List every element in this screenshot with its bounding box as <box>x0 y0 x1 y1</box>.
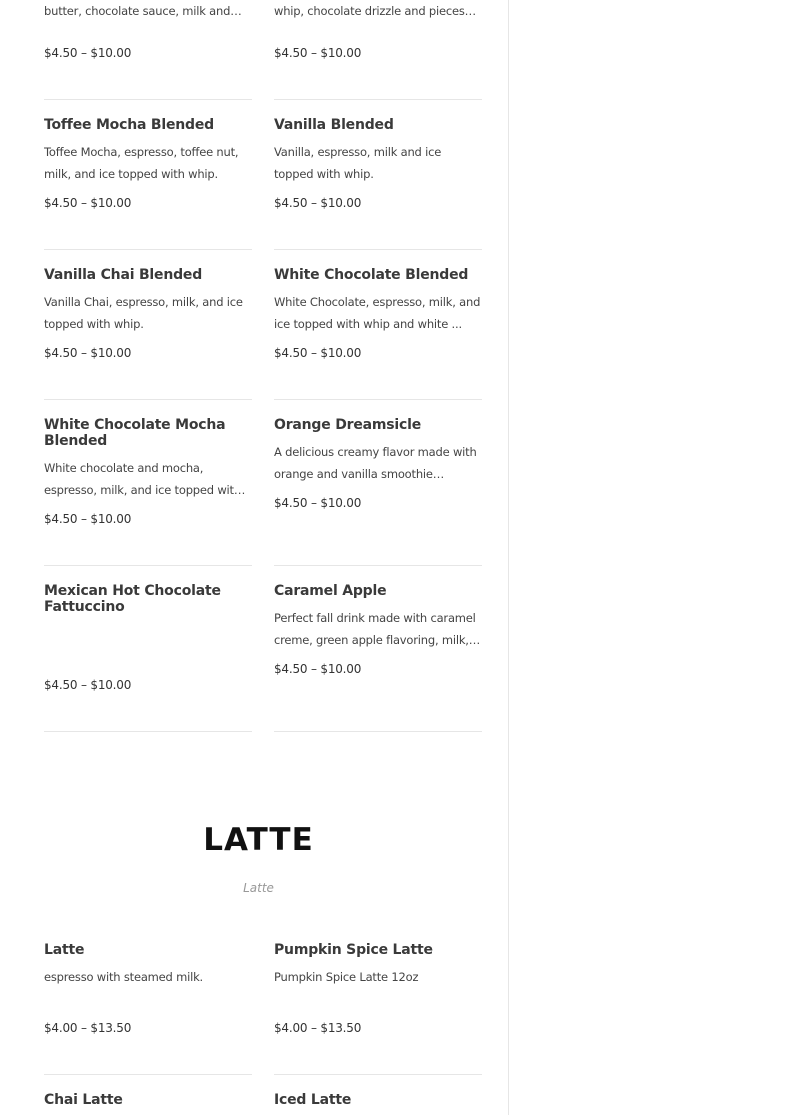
item-description: espresso with steamed milk. <box>44 970 204 984</box>
item-name[interactable]: Iced Latte <box>274 1092 352 1108</box>
item-description: Pumpkin Spice Latte 12oz <box>274 970 419 984</box>
menu-item-chai-latte[interactable] <box>44 1092 252 1108</box>
item-description: White Chocolate, espresso, milk, and ice topped with whip and white ... <box>274 295 481 331</box>
menu-item-orange-dreamsicle[interactable] <box>274 417 482 485</box>
menu-item-pumpkin-spice-latte[interactable] <box>274 942 482 1010</box>
item-separator <box>274 249 482 250</box>
menu-item-toffee-mocha-blended[interactable] <box>44 117 252 185</box>
menu-item-thin-mint[interactable] <box>274 0 482 22</box>
item-separator <box>274 565 482 566</box>
item-name[interactable]: Latte <box>44 942 85 958</box>
item-name[interactable]: Toffee Mocha Blended <box>44 117 214 133</box>
item-price: $4.50 – $10.00 <box>274 346 362 360</box>
item-separator <box>44 249 252 250</box>
item-description: Vanilla Chai, espresso, milk, and ice topped with whip. <box>44 295 243 331</box>
item-description: A delicious creamy flavor made with orange and vanilla smoothie <box>274 445 477 481</box>
item-price: $4.50 – $10.00 <box>274 662 362 676</box>
item-name[interactable]: White Chocolate Mocha Blended <box>44 417 226 449</box>
item-separator <box>44 399 252 400</box>
item-description: Perfect fall drink made with caramel creme, green apple flavoring, milk, <box>274 611 476 647</box>
item-separator <box>274 99 482 100</box>
item-separator <box>274 731 482 732</box>
menu-item-vanilla-chai-blended[interactable] <box>44 267 252 335</box>
item-description: White chocolate and mocha, espresso, milk, and ice topped with <box>44 461 241 497</box>
menu-item-white-chocolate-blended[interactable] <box>274 267 482 335</box>
item-description: Toffee Mocha, espresso, toffee nut, milk, and ice topped with whip. <box>44 145 239 181</box>
item-price: $4.50 – $10.00 <box>44 46 132 60</box>
item-price: $4.50 – $10.00 <box>44 196 132 210</box>
item-name[interactable]: Caramel Apple <box>274 583 387 599</box>
menu-item-latte[interactable] <box>44 942 252 1010</box>
item-separator <box>274 399 482 400</box>
menu-item-white-chocolate-mocha-blended[interactable] <box>44 417 252 501</box>
item-price: $4.50 – $10.00 <box>44 346 132 360</box>
item-separator <box>44 99 252 100</box>
menu-item-iced-latte[interactable] <box>274 1092 482 1108</box>
menu-item-mexican-hot-chocolate-fattuccino[interactable] <box>44 583 252 615</box>
item-name[interactable]: Orange Dreamsicle <box>274 417 421 433</box>
item-price: $4.50 – $10.00 <box>274 46 362 60</box>
section-subtitle: Latte <box>243 881 274 895</box>
menu-item-caramel-apple[interactable] <box>274 583 482 651</box>
item-name[interactable]: Pumpkin Spice Latte <box>274 942 433 958</box>
item-price: $4.50 – $10.00 <box>274 496 362 510</box>
item-description: whip, chocolate drizzle and pieces <box>274 4 465 18</box>
item-separator <box>44 1074 252 1075</box>
item-price: $4.00 – $13.50 <box>274 1021 362 1035</box>
item-separator <box>44 731 252 732</box>
item-name[interactable]: White Chocolate Blended <box>274 267 469 283</box>
menu-item-vanilla-blended[interactable] <box>274 117 482 185</box>
item-price: $4.50 – $10.00 <box>44 512 132 526</box>
item-name[interactable]: Mexican Hot Chocolate Fattuccino <box>44 583 221 615</box>
item-separator <box>274 1074 482 1075</box>
item-name[interactable]: Vanilla Blended <box>274 117 394 133</box>
column-divider <box>508 0 509 1115</box>
item-name[interactable]: Chai Latte <box>44 1092 123 1108</box>
item-price: $4.00 – $13.50 <box>44 1021 132 1035</box>
item-price: $4.50 – $10.00 <box>44 678 132 692</box>
item-separator <box>44 565 252 566</box>
item-description: Vanilla, espresso, milk and ice topped with whip. <box>274 145 442 181</box>
item-description: butter, chocolate sauce, milk and <box>44 4 231 18</box>
section-title: LATTE <box>203 822 314 858</box>
item-name[interactable]: Vanilla Chai Blended <box>44 267 203 283</box>
item-price: $4.50 – $10.00 <box>274 196 362 210</box>
menu-item-peanut-butter[interactable] <box>44 0 252 22</box>
